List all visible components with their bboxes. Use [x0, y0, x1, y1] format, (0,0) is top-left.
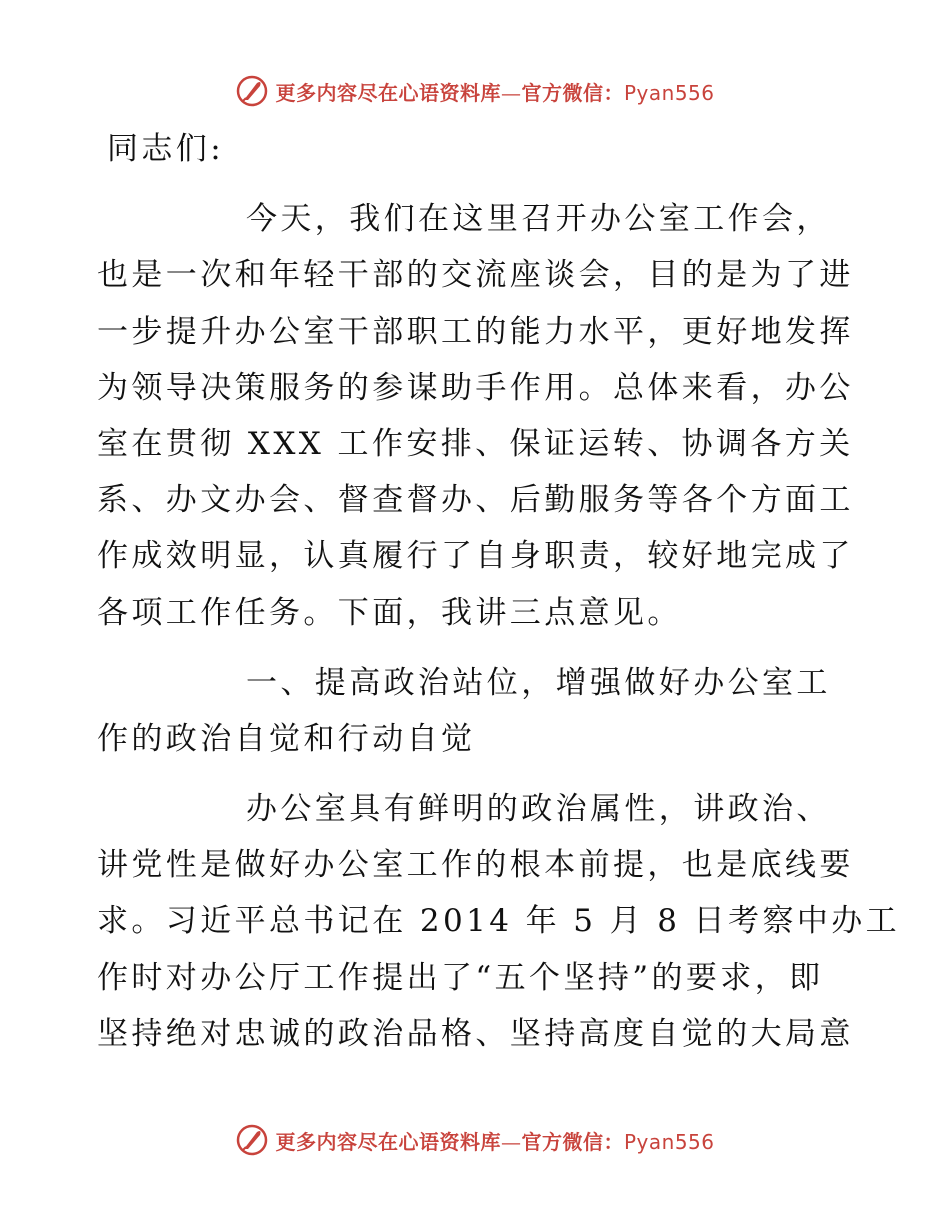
section-heading-line-2: 作的政治自觉和行动自觉 [97, 720, 476, 757]
paragraph-1-line-8: 各项工作任务。下面，我讲三点意见。 [97, 594, 682, 631]
footer-watermark [0, 1120, 950, 1160]
paragraph-1-line-5: 室在贯彻 XXX 工作安排、保证运转、协调各方关 [97, 425, 854, 462]
header-watermark [0, 71, 950, 111]
paragraph-1-line-7: 作成效明显，认真履行了自身职责，较好地完成了 [97, 538, 854, 575]
paragraph-1-line-6: 系、办文办会、督查督办、后勤服务等各个方面工 [97, 482, 854, 519]
paragraph-2-line-5: 坚持绝对忠诚的政治品格、坚持高度自觉的大局意 [97, 1015, 854, 1052]
watermark-text: 更多内容尽在心语资料库—官方微信：Pyan556 [275, 80, 715, 105]
document-body [97, 121, 901, 1062]
paragraph-1-line-3: 一步提升办公室干部职工的能力水平，更好地发挥 [97, 313, 854, 350]
section-heading-line-1: 一、提高政治站位，增强做好办公室工 [246, 664, 831, 701]
wechat-id: Pyan556 [623, 80, 715, 105]
paragraph-2-line-4: 作时对办公厅工作提出了“五个坚持”的要求，即 [97, 959, 824, 996]
wechat-id: Pyan556 [623, 1129, 715, 1154]
paragraph-1-line-1: 今天，我们在这里召开办公室工作会， [246, 201, 831, 238]
paragraph-1-line-2: 也是一次和年轻干部的交流座谈会，目的是为了进 [97, 257, 854, 294]
paragraph-2-line-2: 讲党性是做好办公室工作的根本前提，也是底线要 [97, 847, 854, 884]
paragraph-1-line-4: 为领导决策服务的参谋助手作用。总体来看，办公 [97, 369, 854, 406]
paragraph-2-line-1: 办公室具有鲜明的政治属性，讲政治、 [246, 791, 831, 828]
salutation: 同志们: [107, 131, 225, 167]
watermark-text: 更多内容尽在心语资料库—官方微信：Pyan556 [275, 1129, 715, 1154]
paragraph-2-line-3: 求。习近平总书记在 2014 年 5 月 8 日考察中办工 [97, 903, 901, 940]
quill-logo-icon [235, 1123, 269, 1157]
quill-logo-icon [235, 74, 269, 108]
